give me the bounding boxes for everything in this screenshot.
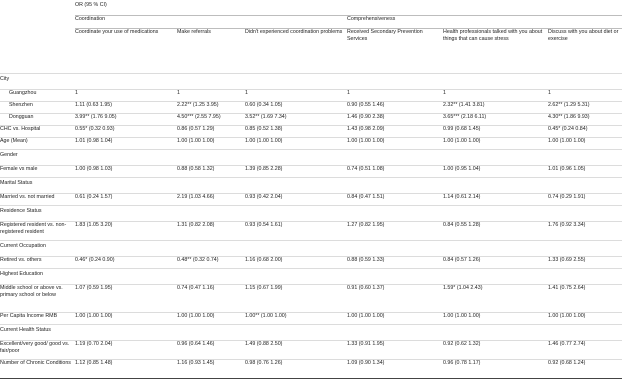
section-label: Highest Education	[0, 269, 622, 285]
section-row-gender	[0, 150, 622, 166]
table-cell: 1.00 (1.00 1.00)	[443, 313, 548, 325]
table-row-female	[0, 166, 622, 178]
table-cell: 0.90 (0.55 1.46)	[347, 102, 443, 114]
column-header: Health professionals talked with you about things that can cause stress	[443, 29, 548, 74]
table-cell: 1.31 (0.82 2.08)	[177, 222, 245, 241]
table-cell: 3.65*** (2.18 6.11)	[443, 114, 548, 126]
table-cell: 1.33 (0.69 2.55)	[548, 257, 622, 269]
section-label: Residence Status	[0, 206, 622, 222]
row-label: Dongguan	[0, 114, 75, 126]
table-cell: 1.27 (0.82 1.95)	[347, 222, 443, 241]
table-cell: 3.99** (1.76 9.05)	[75, 114, 177, 126]
table-row-chronic	[0, 360, 622, 379]
table-cell: 1.59* (1.04 2.43)	[443, 285, 548, 313]
row-label: CHC vs. Hospital	[0, 126, 75, 138]
or-label: OR (95 % CI)	[75, 2, 107, 8]
table-cell: 1.09 (0.90 1.34)	[347, 360, 443, 379]
column-header-row	[0, 29, 622, 74]
row-label: Retired vs. others	[0, 257, 75, 269]
table-cell: 1	[177, 90, 245, 102]
group-header-row	[0, 16, 622, 29]
group-comprehensiveness: Comprehensiveness	[347, 16, 622, 29]
row-label: Guangzhou	[0, 90, 75, 102]
table-cell: 1.41 (0.75 2.64)	[548, 285, 622, 313]
column-header: Make referrals	[177, 29, 245, 74]
section-row-health	[0, 325, 622, 341]
column-header: Didn't experienced coordination problems	[245, 29, 347, 74]
table-cell: 4.30** (1.86 9.93)	[548, 114, 622, 126]
table-cell: 1.00 (0.98 1.03)	[75, 166, 177, 178]
table-cell: 1	[548, 90, 622, 102]
table-cell: 1.00 (1.00 1.00)	[548, 313, 622, 325]
table-cell: 1.00 (1.00 1.00)	[548, 138, 622, 150]
section-row-occupation	[0, 241, 622, 257]
table-cell: 3.52** (1.69 7.34)	[245, 114, 347, 126]
table-cell: 1.00 (1.00 1.00)	[443, 138, 548, 150]
table-cell: 2.62** (1.29 5.31)	[548, 102, 622, 114]
column-header: Coordinate your use of medications	[75, 29, 177, 74]
table-cell: 0.88 (0.58 1.32)	[177, 166, 245, 178]
table-cell: 1.19 (0.70 2.04)	[75, 341, 177, 360]
table-cell: 1.15 (0.67 1.99)	[245, 285, 347, 313]
table-row-dongguan	[0, 114, 622, 126]
table-row-excellent	[0, 341, 622, 360]
table-cell: 1.01 (0.98 1.04)	[75, 138, 177, 150]
table-cell: 1.00 (1.00 1.00)	[177, 138, 245, 150]
table-row-shenzhen	[0, 102, 622, 114]
table-cell: 1	[245, 90, 347, 102]
row-label: Registered resident vs. non-registered resident	[0, 222, 75, 241]
table-cell: 1	[75, 90, 177, 102]
table-cell: 0.84 (0.55 1.28)	[443, 222, 548, 241]
row-label: Married vs. not married	[0, 194, 75, 206]
table-cell: 0.60 (0.34 1.05)	[245, 102, 347, 114]
table-cell: 0.93 (0.54 1.61)	[245, 222, 347, 241]
table-cell: 0.45* (0.24 0.84)	[548, 126, 622, 138]
column-header: Discuss with you about diet or exercise	[548, 29, 622, 74]
table-cell: 0.99 (0.68 1.45)	[443, 126, 548, 138]
table-cell: 1.00 (1.00 1.00)	[347, 313, 443, 325]
table-cell: 4.50*** (2.55 7.95)	[177, 114, 245, 126]
table-cell: 2.19 (1.03 4.66)	[177, 194, 245, 206]
table-row-income	[0, 313, 622, 325]
table-cell: 0.84 (0.47 1.51)	[347, 194, 443, 206]
table-row-chc	[0, 126, 622, 138]
table-cell: 0.91 (0.60 1.37)	[347, 285, 443, 313]
row-label: Number of Chronic Conditions	[0, 360, 75, 379]
table-cell: 2.22** (1.25 3.95)	[177, 102, 245, 114]
table-cell: 1.00** (1.00 1.00)	[245, 313, 347, 325]
row-label: Age (Mean)	[0, 138, 75, 150]
table-cell: 0.61 (0.24 1.57)	[75, 194, 177, 206]
table-cell: 1.46 (0.77 2.74)	[548, 341, 622, 360]
table-cell: 0.74 (0.47 1.16)	[177, 285, 245, 313]
table-cell: 0.46* (0.24 0.90)	[75, 257, 177, 269]
section-label: Gender	[0, 150, 622, 166]
table-cell: 0.92 (0.68 1.24)	[548, 360, 622, 379]
row-label: Excellent/very good/ good vs. fair/poor	[0, 341, 75, 360]
table-cell: 0.85 (0.52 1.38)	[245, 126, 347, 138]
table-cell: 1.00 (0.95 1.04)	[443, 166, 548, 178]
table-cell: 0.86 (0.57 1.29)	[177, 126, 245, 138]
table-cell: 1.14 (0.61 2.14)	[443, 194, 548, 206]
row-label: Middle school or above vs. primary school or below	[0, 285, 75, 313]
section-label: Current Occupation	[0, 241, 622, 257]
table-cell: 1.00 (1.00 1.00)	[177, 313, 245, 325]
section-label: Current Health Status	[0, 325, 622, 341]
table-cell: 1.11 (0.63 1.95)	[75, 102, 177, 114]
table-cell: 2.32** (1.41 3.81)	[443, 102, 548, 114]
row-label: Female vs male	[0, 166, 75, 178]
section-row-education	[0, 269, 622, 285]
table-cell: 1.43 (0.98 2.09)	[347, 126, 443, 138]
table-cell: 0.84 (0.57 1.26)	[443, 257, 548, 269]
table-cell: 0.96 (0.78 1.17)	[443, 360, 548, 379]
section-row-residence	[0, 206, 622, 222]
table-cell: 0.93 (0.42 2.04)	[245, 194, 347, 206]
row-label: Shenzhen	[0, 102, 75, 114]
table-cell: 1.46 (0.90 2.38)	[347, 114, 443, 126]
section-label: Marital Status	[0, 178, 622, 194]
or-header-row	[0, 0, 622, 16]
table-row-age	[0, 138, 622, 150]
table-cell: 1.12 (0.85 1.48)	[75, 360, 177, 379]
table-cell: 1.49 (0.88 2.50)	[245, 341, 347, 360]
table-row-married	[0, 194, 622, 206]
section-label: City	[0, 74, 622, 90]
table-cell: 1.00 (1.00 1.00)	[245, 138, 347, 150]
table-cell: 0.55* (0.32 0.93)	[75, 126, 177, 138]
table-cell: 0.96 (0.64 1.46)	[177, 341, 245, 360]
table-cell: 1.00 (1.00 1.00)	[75, 313, 177, 325]
table-row-retired	[0, 257, 622, 269]
table-row-middle-school	[0, 285, 622, 313]
table-cell: 0.48** (0.32 0.74)	[177, 257, 245, 269]
table-row-registered	[0, 222, 622, 241]
table-cell: 0.98 (0.76 1.26)	[245, 360, 347, 379]
table-cell: 0.74 (0.29 1.91)	[548, 194, 622, 206]
table-cell: 0.88 (0.59 1.33)	[347, 257, 443, 269]
section-row-marital	[0, 178, 622, 194]
row-label: Per Capita Income RMB	[0, 313, 75, 325]
table-cell: 1.00 (1.00 1.00)	[347, 138, 443, 150]
table-cell: 1.76 (0.92 3.34)	[548, 222, 622, 241]
column-header: Received Secondary Prevention Services	[347, 29, 443, 74]
section-row-city	[0, 74, 622, 90]
table-cell: 1	[443, 90, 548, 102]
table-cell: 1.16 (0.68 2.00)	[245, 257, 347, 269]
table-row-guangzhou	[0, 90, 622, 102]
table-cell: 1.83 (1.05 3.20)	[75, 222, 177, 241]
table-cell: 1.01 (0.96 1.05)	[548, 166, 622, 178]
table-cell: 1	[347, 90, 443, 102]
table-cell: 1.07 (0.59 1.95)	[75, 285, 177, 313]
group-coordination: Coordination	[75, 16, 347, 29]
table-cell: 1.39 (0.85 2.28)	[245, 166, 347, 178]
table-cell: 1.33 (0.91 1.95)	[347, 341, 443, 360]
table-cell: 0.74 (0.51 1.08)	[347, 166, 443, 178]
table-cell: 1.16 (0.93 1.45)	[177, 360, 245, 379]
table-cell: 0.92 (0.62 1.32)	[443, 341, 548, 360]
